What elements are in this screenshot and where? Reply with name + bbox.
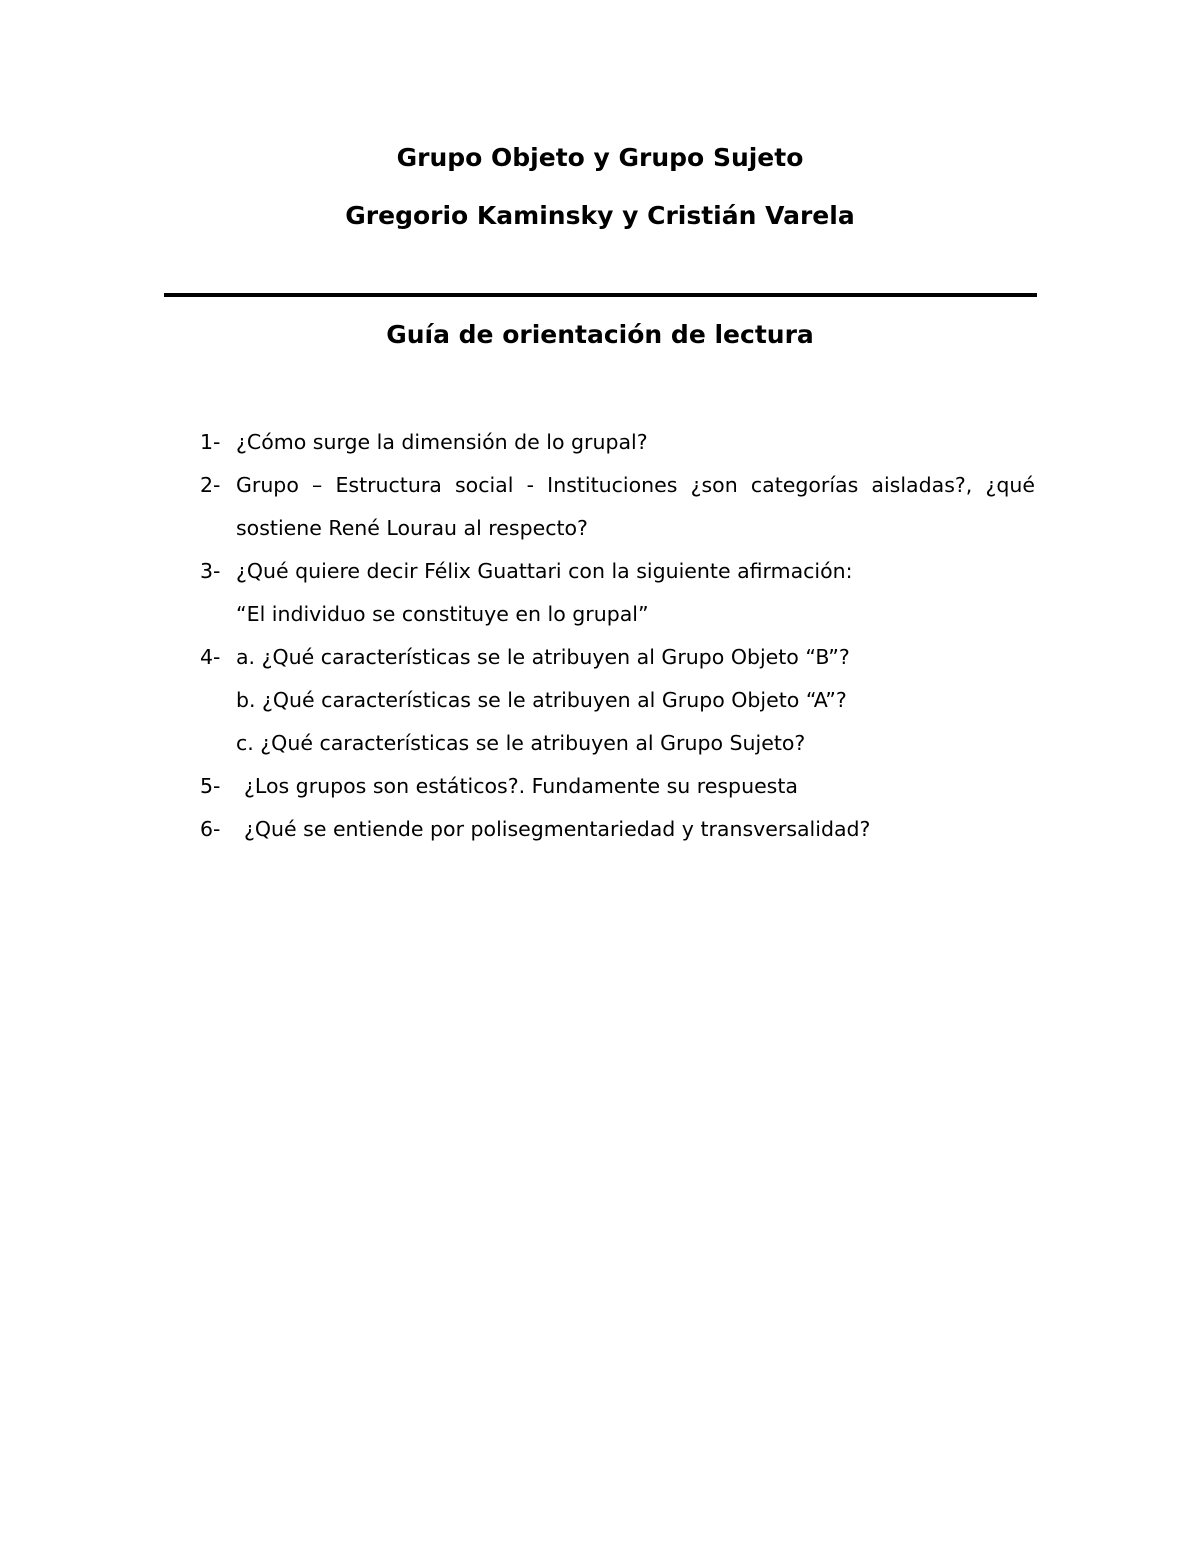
question-text-justified xyxy=(236,467,1035,503)
question-number: 2- xyxy=(200,473,221,497)
question-4c xyxy=(200,725,1035,768)
word: - xyxy=(526,473,534,497)
question-number: 6- xyxy=(200,817,221,841)
document-title: Grupo Objeto y Grupo Sujeto xyxy=(396,143,804,172)
question-3-quote xyxy=(200,596,1035,639)
question-4a xyxy=(200,639,1035,682)
horizontal-rule xyxy=(164,293,1037,297)
question-text: sostiene René Lourau al respecto? xyxy=(236,516,588,540)
question-text: ¿Qué se entiende por polisegmentariedad y transversalidad? xyxy=(244,817,871,841)
word: ¿qué xyxy=(985,473,1035,497)
question-4b xyxy=(200,682,1035,725)
question-6 xyxy=(200,811,1035,854)
question-2-continuation xyxy=(200,510,1035,553)
question-text: b. ¿Qué características se le atribuyen al Grupo Objeto “A”? xyxy=(236,688,847,712)
document-subtitle: Guía de orientación de lectura xyxy=(386,320,814,349)
word: aisladas?, xyxy=(871,473,973,497)
word: social xyxy=(454,473,514,497)
word: Estructura xyxy=(335,473,442,497)
question-text: c. ¿Qué características se le atribuyen al Grupo Sujeto? xyxy=(236,731,806,755)
question-1 xyxy=(200,424,1035,467)
question-text: a. ¿Qué características se le atribuyen al Grupo Objeto “B”? xyxy=(236,645,850,669)
question-list xyxy=(200,424,1035,854)
question-text: ¿Cómo surge la dimensión de lo grupal? xyxy=(236,430,648,454)
question-number: 4- xyxy=(200,645,221,669)
word: – xyxy=(312,473,323,497)
document-authors: Gregorio Kaminsky y Cristián Varela xyxy=(345,201,855,230)
question-number: 3- xyxy=(200,559,221,583)
question-5 xyxy=(200,768,1035,811)
question-number: 1- xyxy=(200,430,221,454)
question-number: 5- xyxy=(200,774,221,798)
question-2 xyxy=(200,467,1035,510)
word: categorías xyxy=(750,473,859,497)
word: ¿son xyxy=(690,473,738,497)
question-3 xyxy=(200,553,1035,596)
word: Instituciones xyxy=(547,473,678,497)
question-text: ¿Los grupos son estáticos?. Fundamente su respuesta xyxy=(244,774,798,798)
quotation: “El individuo se constituye en lo grupal” xyxy=(236,602,649,626)
word: Grupo xyxy=(236,473,299,497)
question-text: ¿Qué quiere decir Félix Guattari con la siguiente afirmación: xyxy=(236,559,853,583)
